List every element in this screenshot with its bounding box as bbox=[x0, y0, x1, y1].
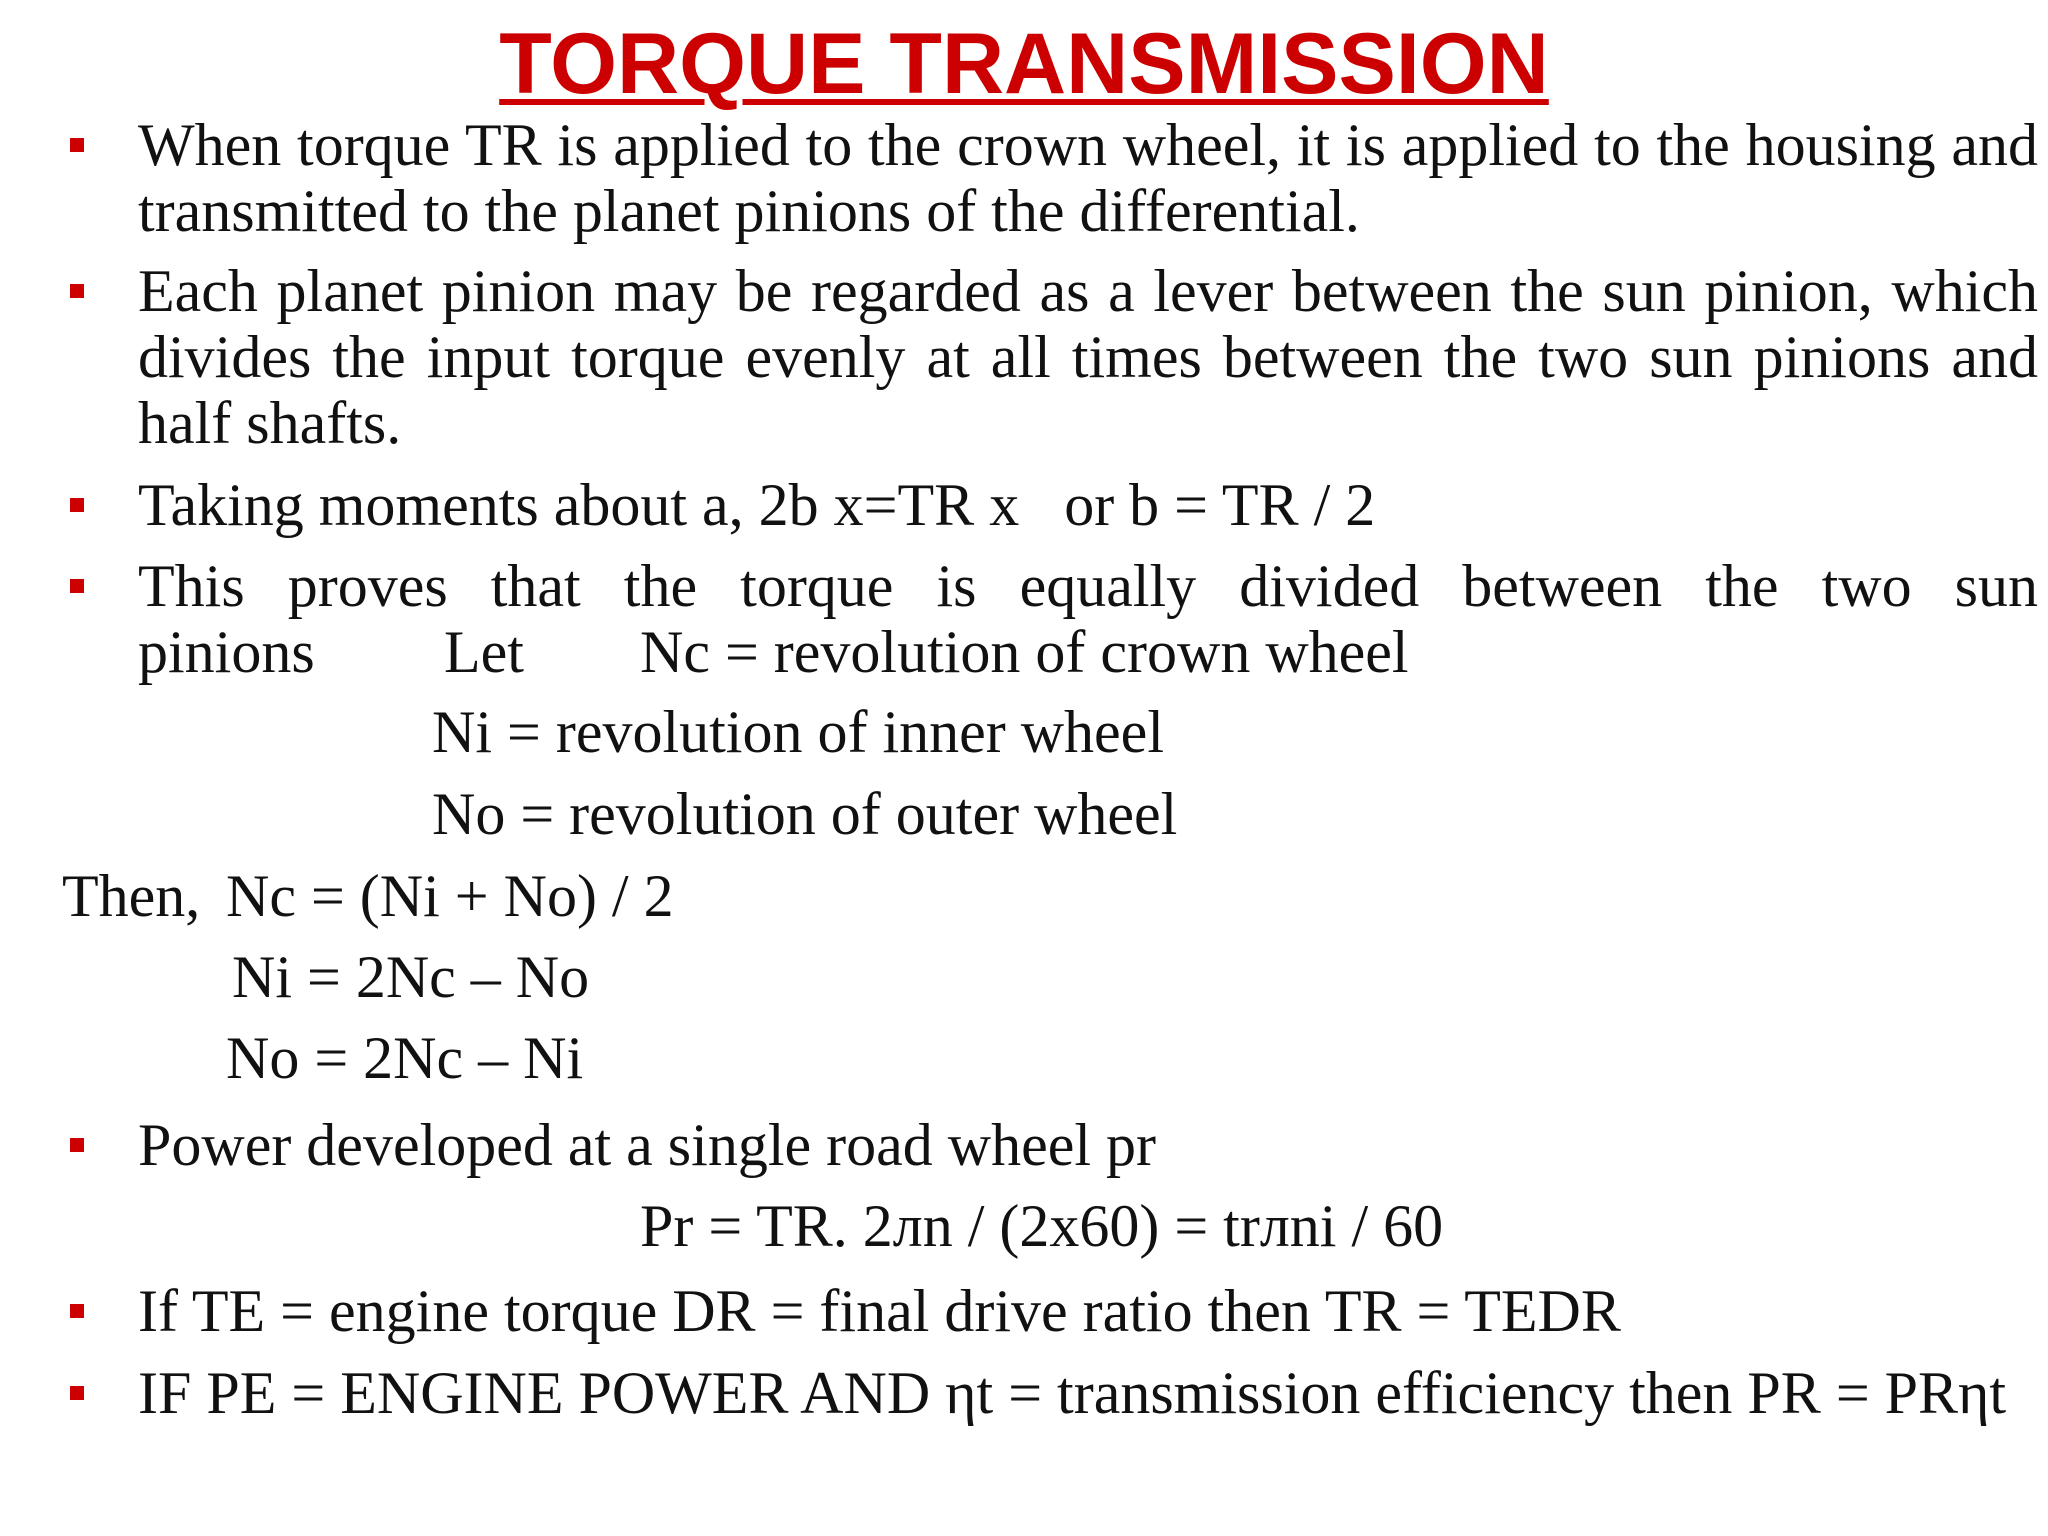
ni-definition: Ni = revolution of inner wheel bbox=[432, 699, 1164, 765]
bullet-item bbox=[64, 553, 2044, 619]
bullet-square-icon bbox=[70, 1304, 84, 1318]
bullet-text: When torque TR is applied to the crown wheel, it is applied to the housing and transmitted to the planet pinions of the differential. bbox=[138, 112, 2038, 244]
bullet-square-icon bbox=[70, 1386, 84, 1400]
bullet-item bbox=[64, 1112, 2044, 1178]
then-word: Then, bbox=[62, 863, 201, 929]
page-title bbox=[0, 16, 2048, 112]
page-title-text: TORQUE TRANSMISSION bbox=[499, 16, 1549, 112]
bullet-text: Taking moments about a, 2b x=TR x or b = TR / 2 bbox=[138, 472, 1376, 538]
pinions-word: pinions bbox=[138, 619, 315, 685]
nc-definition: Nc = revolution of crown wheel bbox=[640, 619, 1409, 685]
bullet-square-icon bbox=[70, 1138, 84, 1152]
equation-no: No = 2Nc – Ni bbox=[226, 1025, 584, 1091]
bullet-item bbox=[64, 1278, 2044, 1344]
bullet-square-icon bbox=[70, 498, 84, 512]
bullet-text: This proves that the torque is equally divided between the two sun bbox=[138, 553, 2038, 619]
bullet-item bbox=[64, 472, 2044, 538]
bullet-item bbox=[64, 258, 2044, 456]
bullet-item bbox=[64, 112, 2044, 244]
bullet-square-icon bbox=[70, 579, 84, 593]
power-formula: Pr = TR. 2лn / (2x60) = trлni / 60 bbox=[640, 1193, 1444, 1259]
bullet-text: IF PE = ENGINE POWER AND ηt = transmission efficiency then PR = PRηt bbox=[138, 1360, 2007, 1426]
bullet-text: Power developed at a single road wheel pr bbox=[138, 1112, 1156, 1178]
equation-ni: Ni = 2Nc – No bbox=[232, 944, 590, 1010]
bullet-text: If TE = engine torque DR = final drive ratio then TR = TEDR bbox=[138, 1278, 1621, 1344]
let-word: Let bbox=[444, 619, 524, 685]
bullet-item bbox=[64, 1360, 2044, 1426]
no-definition: No = revolution of outer wheel bbox=[432, 781, 1178, 847]
bullet-square-icon bbox=[70, 284, 84, 298]
bullet-text: Each planet pinion may be regarded as a lever between the sun pinion, which divides the input torque evenly at all times between the two sun pinions and half shafts. bbox=[138, 258, 2038, 456]
equation-nc: Nc = (Ni + No) / 2 bbox=[226, 863, 674, 929]
bullet-square-icon bbox=[70, 138, 84, 152]
